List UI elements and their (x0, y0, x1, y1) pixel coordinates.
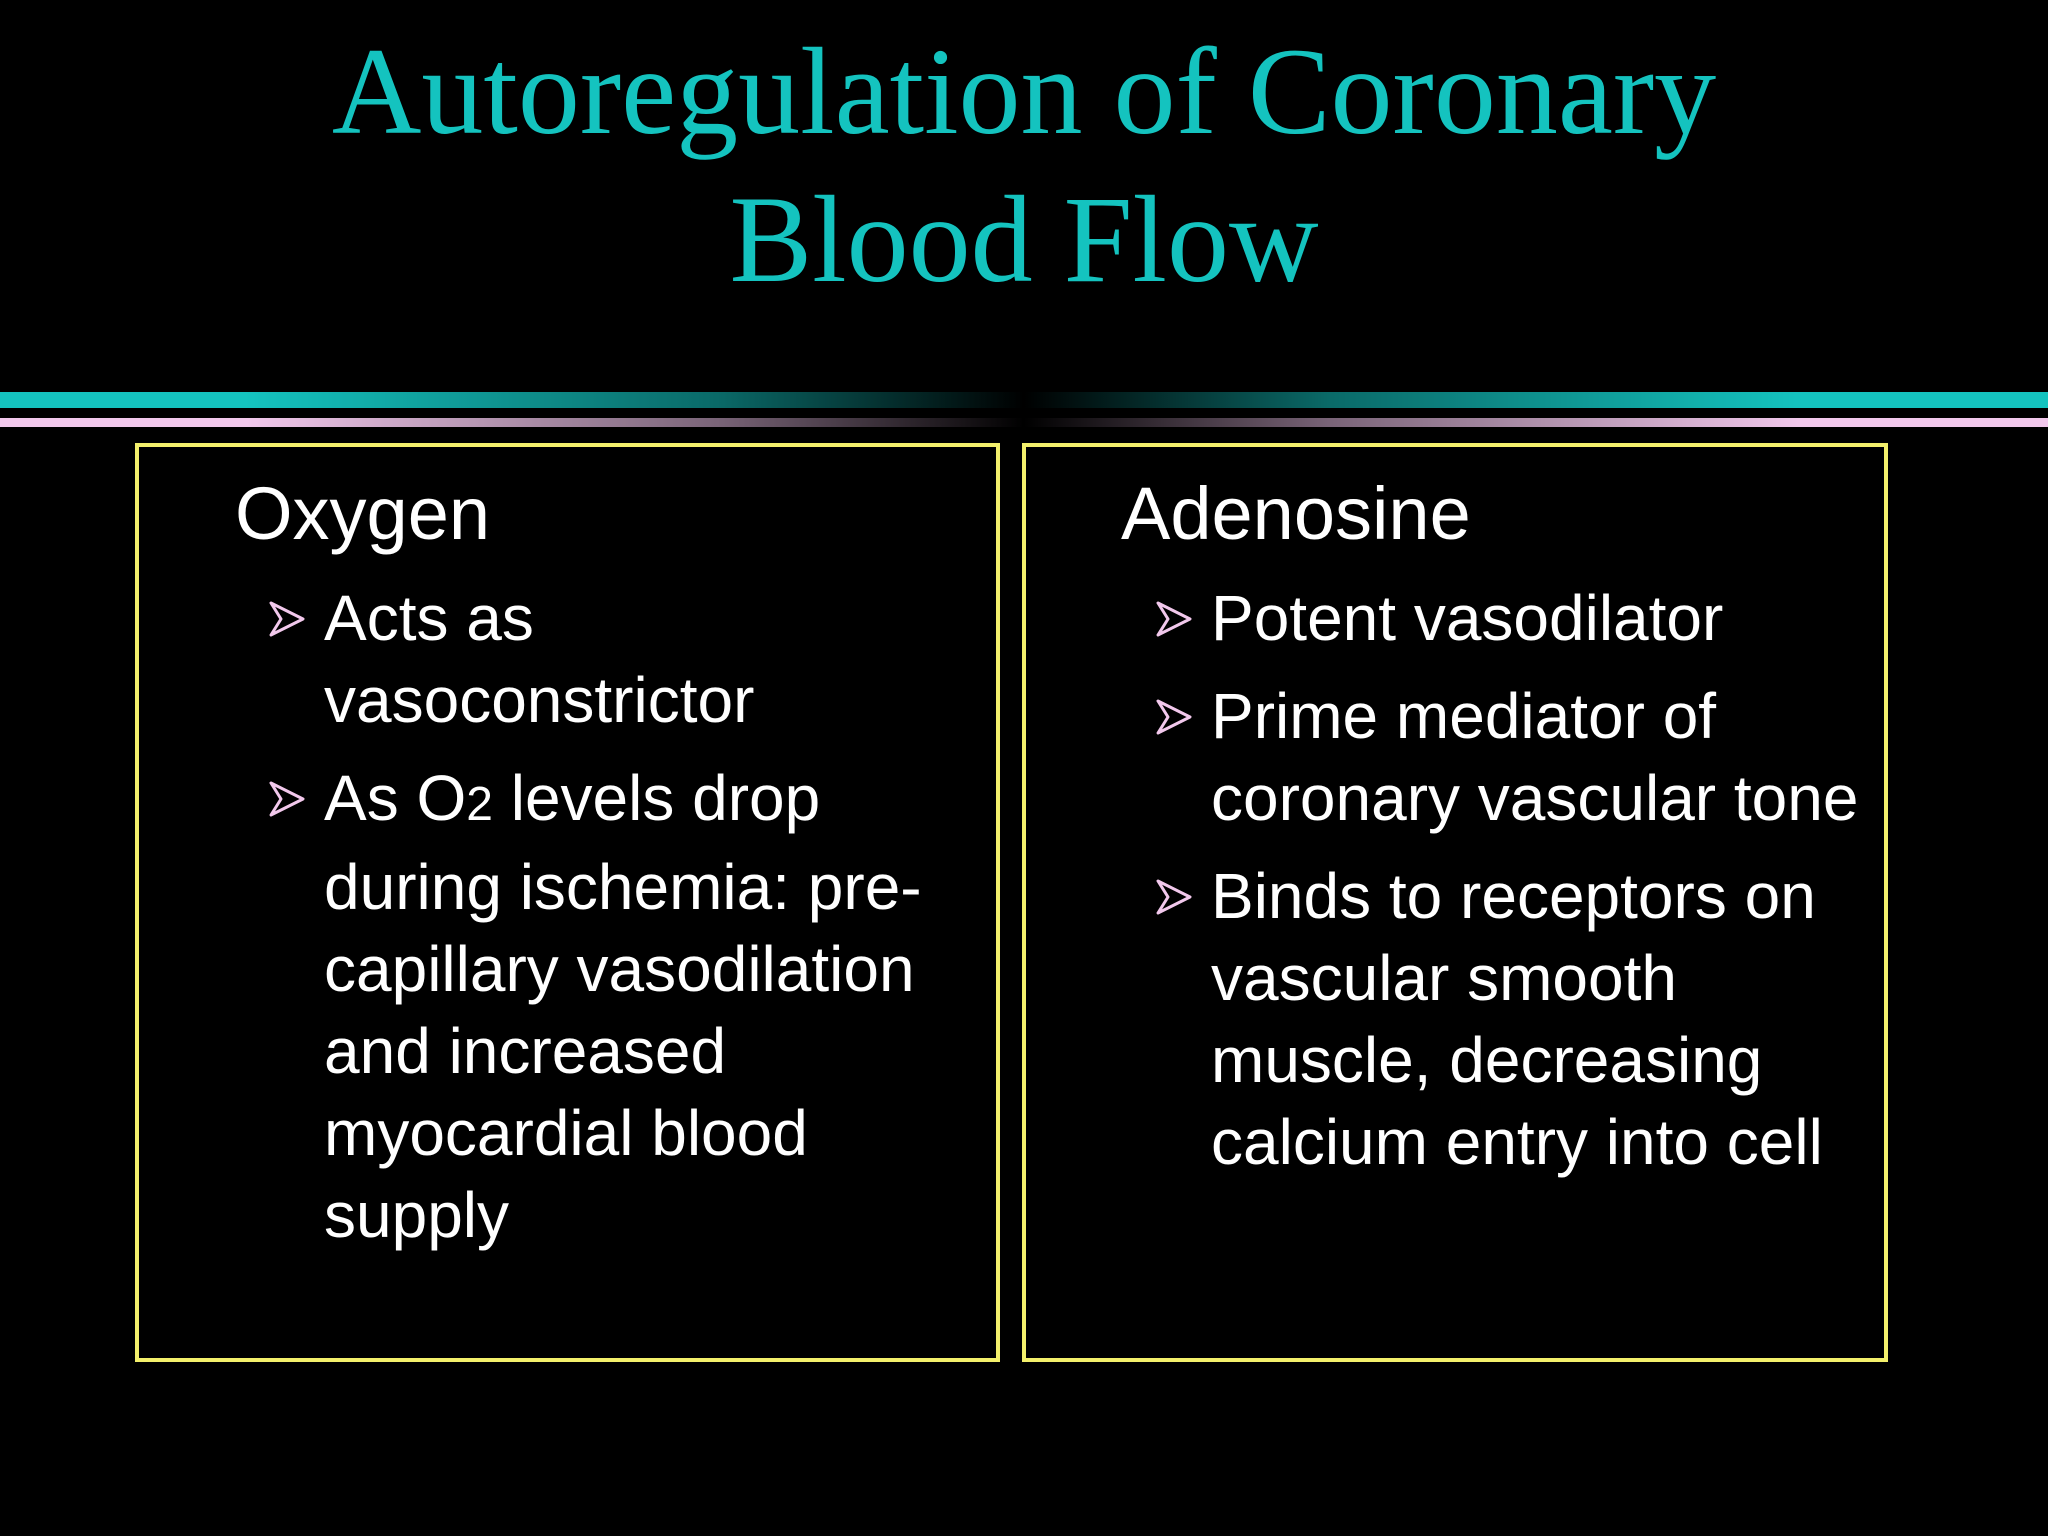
oxygen-panel (135, 443, 1000, 1362)
slide-title (0, 18, 2048, 314)
list-item (1154, 577, 1874, 659)
slide-title-line-1: Autoregulation of Coronary (331, 23, 1717, 160)
bullet-text-suffix: levels drop during ischemia: pre-capillary vasodilation and increased myocardial blood supply (324, 762, 922, 1251)
arrow-right-icon (1154, 599, 1194, 639)
title-divider-pink (0, 418, 2048, 427)
bullet-text-prefix: As O (324, 762, 467, 834)
bullet-text: Binds to receptors on vascular smooth muscle, decreasing calcium entry into cell (1211, 860, 1823, 1178)
bullet-text: Potent vasodilator (1211, 582, 1724, 654)
adenosine-bullet-list (1154, 577, 1874, 1199)
oxygen-heading: Oxygen (235, 472, 491, 555)
list-item (1154, 675, 1874, 839)
arrow-right-icon (267, 599, 307, 639)
list-item (1154, 855, 1874, 1183)
arrow-right-icon (267, 779, 307, 819)
adenosine-heading: Adenosine (1121, 472, 1471, 555)
title-divider-teal (0, 392, 2048, 408)
bullet-text-subscript: 2 (466, 778, 493, 831)
arrow-right-icon (1154, 877, 1194, 917)
bullet-text: Acts as vasoconstrictor (324, 582, 755, 736)
adenosine-panel (1022, 443, 1888, 1362)
oxygen-bullet-list (267, 577, 967, 1272)
list-item (267, 577, 967, 741)
arrow-right-icon (1154, 697, 1194, 737)
bullet-text: Prime mediator of coronary vascular tone (1211, 680, 1859, 834)
slide-title-line-2: Blood Flow (729, 171, 1319, 308)
list-item (267, 757, 967, 1256)
